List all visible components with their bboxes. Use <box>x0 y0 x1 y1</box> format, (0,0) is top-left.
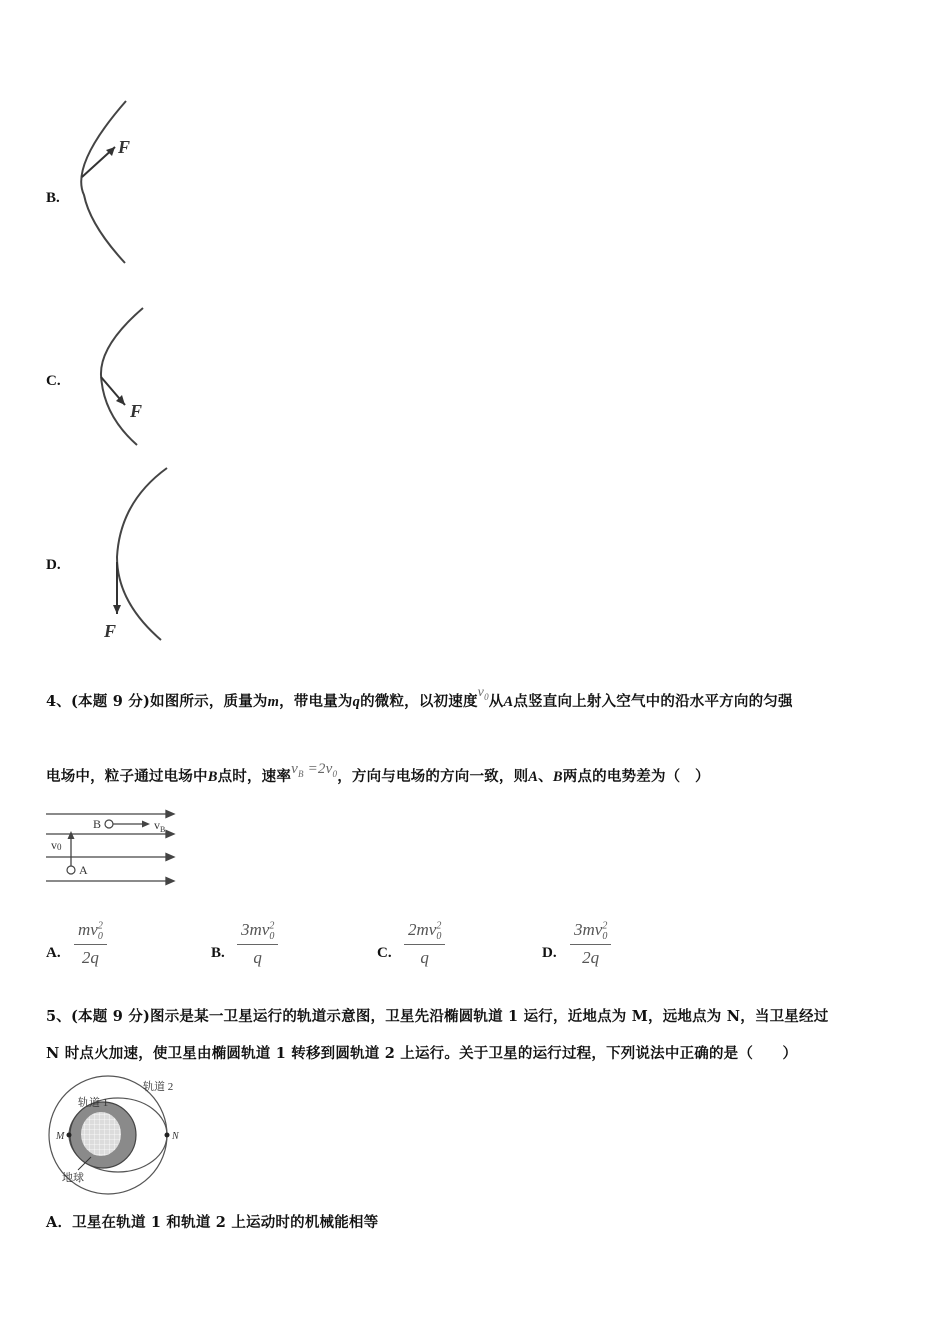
q4-line-1: 4、(本题 9 分)如图所示，质量为m，带电量为q的微粒，以初速度$v_0$从A点竖直向上射入空气中的沿水平方向的匀强 <box>46 685 793 710</box>
satellite-m <box>67 1133 72 1138</box>
earth-continent <box>81 1112 121 1156</box>
label-b: B <box>93 817 102 831</box>
q4-option-a-label: A. <box>46 945 61 961</box>
q5-line-1: 5、(本题 9 分)图示是某一卫星运行的轨道示意图，卫星先沿椭圆轨道 1 运行，近地点为 M，远地点为 N，当卫星经过 <box>46 1008 829 1025</box>
q4-option-d-label: D. <box>542 945 557 961</box>
q4-number: 4、 <box>46 693 71 710</box>
option-b-figure <box>70 95 160 270</box>
vb-equation: $v_B =2v_0$ <box>291 761 338 779</box>
q4-option-b-label: B. <box>211 945 225 961</box>
q4-field-figure <box>44 808 184 890</box>
option-c-label: C. <box>46 373 61 389</box>
trajectory-curve <box>81 101 126 263</box>
label-vb: $v_B$ <box>154 818 166 834</box>
q4-option-c-label: C. <box>377 945 392 961</box>
label-n: N <box>172 1131 179 1142</box>
trajectory-curve <box>101 308 143 445</box>
q4-line-2: 电场中，粒子通过电场中B点时，速率$v_B =2v_0$，方向与电场的方向一致，则A、B两点的电势差为（ ） <box>46 761 710 785</box>
label-earth: 地球 <box>62 1172 84 1184</box>
q5-number: 5、 <box>46 1008 71 1025</box>
satellite-n <box>165 1133 170 1138</box>
label-a: A <box>79 863 88 877</box>
q5-score: (本题 9 分) <box>71 1008 151 1025</box>
option-c-figure <box>85 305 175 450</box>
q4-option-a-fraction: $\frac{mv^2_0}{2q}$ <box>74 920 107 968</box>
q4-option-b-fraction: $\frac{3mv^2_0}{q}$ <box>237 920 278 968</box>
option-d-label: D. <box>46 557 61 573</box>
q5-orbit-figure <box>44 1074 194 1196</box>
q5-option-a: A．卫星在轨道 1 和轨道 2 上运动时的机械能相等 <box>46 1214 379 1231</box>
q5-line-2: N 时点火加速，使卫星由椭圆轨道 1 转移到圆轨道 2 上运行。关于卫星的运行过程，下列说法中正确的是（ ） <box>46 1045 798 1062</box>
label-orbit-2: 轨道 2 <box>143 1081 174 1093</box>
point-b-marker <box>105 820 113 828</box>
q4-option-c-fraction: $\frac{2mv^2_0}{q}$ <box>404 920 445 968</box>
label-v0: v0 <box>51 838 62 852</box>
point-b: B <box>207 769 218 785</box>
v0-symbol: $v_0$ <box>477 685 489 702</box>
force-label: F <box>130 401 143 421</box>
mass-symbol: m <box>267 694 280 710</box>
label-orbit-1: 轨道 1 <box>78 1097 109 1109</box>
charge-symbol: q <box>352 694 361 710</box>
option-b-label: B. <box>46 190 60 206</box>
label-m: M <box>56 1131 65 1142</box>
force-label: F <box>118 137 131 157</box>
point-a: A <box>503 694 514 710</box>
q4-option-d-fraction: $\frac{3mv^2_0}{2q}$ <box>570 920 611 968</box>
force-label: F <box>104 621 117 641</box>
option-d-figure <box>95 462 185 647</box>
point-a-marker <box>67 866 75 874</box>
q4-score: (本题 9 分) <box>71 693 151 710</box>
trajectory-curve <box>117 468 167 640</box>
